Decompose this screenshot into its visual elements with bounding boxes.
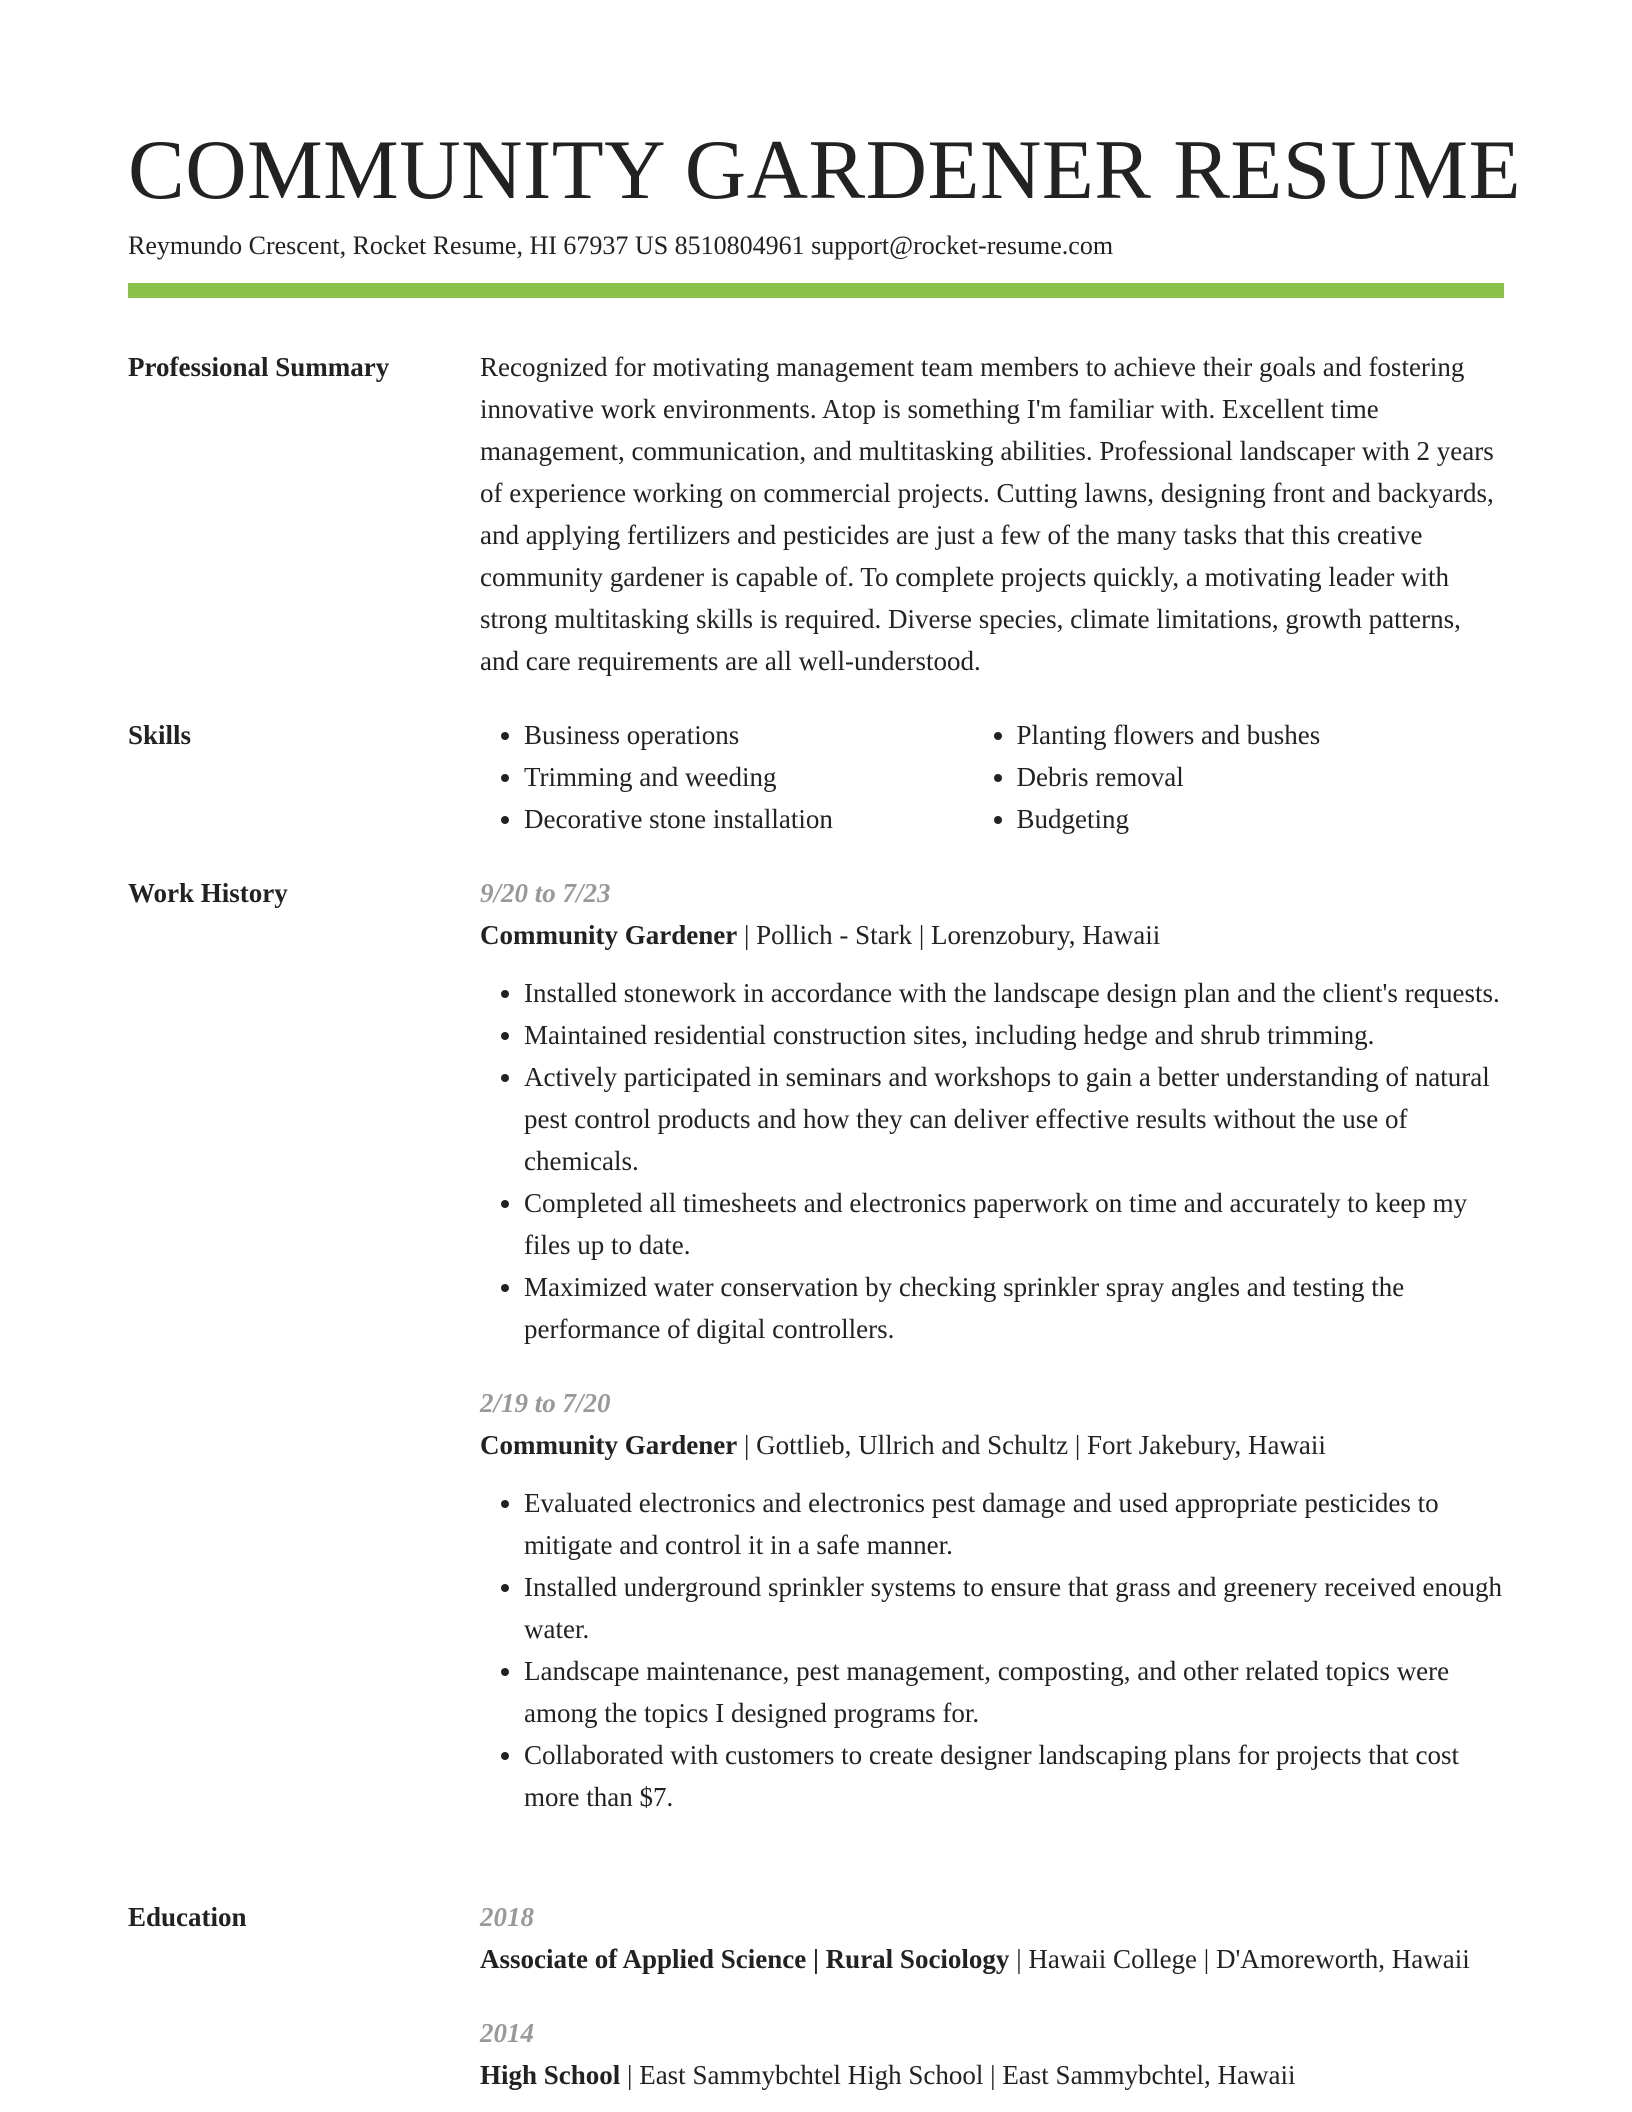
- skills-list-right: [973, 714, 1505, 840]
- education-entry: [480, 2012, 1504, 2096]
- job-role-line: [480, 1424, 1504, 1466]
- education-content: [480, 1896, 1504, 2096]
- education-line: [480, 1938, 1504, 1980]
- education-degree: High School: [480, 2060, 621, 2090]
- job-entry: [480, 872, 1504, 1350]
- job-dates: 2/19 to 7/20: [480, 1388, 611, 1418]
- education-entry: [480, 1896, 1504, 1980]
- skill-item: • Budgeting: [1017, 798, 1505, 840]
- job-entry: [480, 1382, 1504, 1818]
- section-label-skills: Skills: [128, 720, 192, 750]
- job-role-line: [480, 914, 1504, 956]
- work-history-content: [480, 872, 1504, 1818]
- job-details: | Pollich - Stark | Lorenzobury, Hawaii: [737, 920, 1161, 950]
- page-title: COMMUNITY GARDENER RESUME: [128, 123, 1522, 217]
- job-bullet: • Maximized water conservation by checking sprinkler spray angles and testing the performance of digital controllers.: [524, 1266, 1504, 1350]
- skill-item: • Trimming and weeding: [524, 756, 973, 798]
- summary-content: [480, 346, 1504, 682]
- job-title: Community Gardener: [480, 920, 738, 950]
- job-bullet: • Landscape maintenance, pest management, composting, and other related topics were among the topics I designed programs for.: [524, 1650, 1504, 1734]
- section-label-summary: Professional Summary: [128, 352, 390, 382]
- education-degree: Associate of Applied Science | Rural Sociology: [480, 1944, 1010, 1974]
- education-year: 2014: [480, 2018, 534, 2048]
- job-bullets: [480, 1482, 1504, 1818]
- education-details: | East Sammybchtel High School | East Sammybchtel, Hawaii: [620, 2060, 1296, 2090]
- skill-item: • Planting flowers and bushes: [1017, 714, 1505, 756]
- section-label-education: Education: [128, 1902, 247, 1932]
- job-bullet: • Actively participated in seminars and workshops to gain a better understanding of natural pest control products and how they can deliver effective results without the use of chemicals.: [524, 1056, 1504, 1182]
- job-bullet: • Collaborated with customers to create designer landscaping plans for projects that cost more than $7.: [524, 1734, 1504, 1818]
- job-details: | Gottlieb, Ullrich and Schultz | Fort Jakebury, Hawaii: [737, 1430, 1326, 1460]
- skill-item: • Decorative stone installation: [524, 798, 973, 840]
- skill-item: • Business operations: [524, 714, 973, 756]
- resume-header: [128, 120, 1522, 298]
- job-bullet: • Evaluated electronics and electronics pest damage and used appropriate pesticides to mitigate and control it in a safe manner.: [524, 1482, 1504, 1566]
- education-details: | Hawaii College | D'Amoreworth, Hawaii: [1009, 1944, 1470, 1974]
- job-bullet: • Installed underground sprinkler systems to ensure that grass and greenery received enough water.: [524, 1566, 1504, 1650]
- skills-content: [480, 714, 1504, 840]
- education-line: [480, 2054, 1504, 2096]
- summary-text: Recognized for motivating management team members to achieve their goals and fostering innovative work environments. Atop is something I'm familiar with. Excellent time management, communication, and multitasking abilities. Professional landscaper with 2 years of experience working on commercial projects. Cutting lawns, designing front and backyards, and applying fertilizers and pesticides are just a few of the many tasks that this creative community gardener is capable of. To complete projects quickly, a motivating leader with strong multitasking skills is required. Diverse species, climate limitations, growth patterns, and care requirements are all well-understood.: [480, 352, 1494, 676]
- skill-item: • Debris removal: [1017, 756, 1505, 798]
- contact-info: Reymundo Crescent, Rocket Resume, HI 67937 US 8510804961 support@rocket-resume.com: [128, 231, 1114, 260]
- job-bullet: • Installed stonework in accordance with the landscape design plan and the client's requests.: [524, 972, 1504, 1014]
- job-bullet: • Maintained residential construction sites, including hedge and shrub trimming.: [524, 1014, 1504, 1056]
- job-dates: 9/20 to 7/23: [480, 878, 611, 908]
- skills-list-left: [480, 714, 973, 840]
- job-title: Community Gardener: [480, 1430, 738, 1460]
- job-bullet: • Completed all timesheets and electronics paperwork on time and accurately to keep my files up to date.: [524, 1182, 1504, 1266]
- section-label-work-history: Work History: [128, 878, 288, 908]
- job-bullets: [480, 972, 1504, 1350]
- accent-divider: [128, 283, 1504, 298]
- education-year: 2018: [480, 1902, 534, 1932]
